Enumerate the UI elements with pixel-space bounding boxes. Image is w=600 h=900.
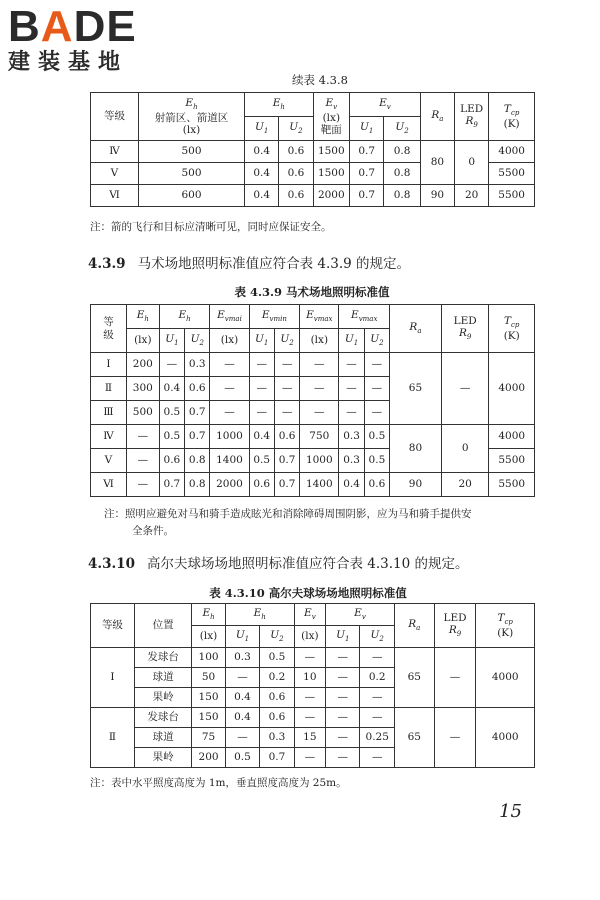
table-4-3-9 (90, 304, 535, 497)
th-eh: $E_h$ (126, 305, 159, 329)
cell-ev-u2: 0.8 (384, 185, 421, 207)
cell-evmax: 1400 (300, 473, 339, 497)
cell-eh: 150 (192, 708, 225, 728)
th-ev-target (313, 93, 350, 141)
th-u2: $U_2$ (360, 626, 394, 648)
logo-wordmark: BADE (8, 2, 137, 51)
th-eh: $E_h$ (192, 604, 225, 626)
cell-r9: — (434, 648, 476, 708)
th-u1: $U_1$ (249, 329, 274, 353)
th-u2: $U_2$ (279, 117, 313, 141)
cell-evmax-u1: — (339, 353, 364, 377)
cell-ev-u2: 0.2 (360, 668, 394, 688)
cell-u1: 0.5 (159, 425, 184, 449)
cell-eh: 75 (192, 728, 225, 748)
th-grade: 等级 (91, 93, 139, 141)
cell-ra: 65 (394, 708, 434, 768)
th-u1: $U_1$ (339, 329, 364, 353)
cell-eh: 200 (192, 748, 225, 768)
th-lx: (lx) (294, 626, 325, 648)
cell-ev-u2: — (360, 748, 394, 768)
th-tcp-unit: (K) (503, 329, 520, 342)
cell-ev-u2: 0.8 (384, 163, 421, 185)
cell-evmai-u1: 0.6 (249, 473, 274, 497)
th-ev-u: $E_v$ (326, 604, 395, 626)
cell-u2: 0.8 (185, 449, 210, 473)
th-eh-area (138, 93, 244, 141)
cell-grade: Ⅳ (91, 425, 127, 449)
cell-ev-u1: — (326, 688, 360, 708)
cell-ra: 80 (420, 141, 454, 185)
cell-evmax-u2: 0.5 (364, 449, 389, 473)
cell-u2: 0.7 (185, 401, 210, 425)
cell-r9: — (441, 353, 489, 425)
cell-u1: 0.5 (159, 401, 184, 425)
th-tcp (476, 604, 535, 648)
cell-grade: Ⅵ (91, 473, 127, 497)
cell-eh: 100 (192, 648, 225, 668)
cell-ra: 65 (394, 648, 434, 708)
cell-ev: — (294, 708, 325, 728)
cell-evmax-u2: — (364, 377, 389, 401)
cell-ev-u1: — (326, 728, 360, 748)
table-row (91, 648, 535, 668)
cell-evmai-u2: — (274, 353, 299, 377)
cell-ev-u1: — (326, 668, 360, 688)
cell-u2: 0.6 (279, 141, 313, 163)
th-eh-unit: (lx) (182, 123, 201, 136)
cell-eh: 500 (126, 401, 159, 425)
th-eh-u: $E_h$ (159, 305, 210, 329)
cell-r9: 20 (441, 473, 489, 497)
cell-ra: 65 (390, 353, 442, 425)
cell-evmai: — (210, 353, 249, 377)
section-text: 高尔夫球场场地照明标准值应符合表 4.3.10 的规定。 (146, 556, 469, 572)
th-eh: $E_h$ (245, 93, 313, 117)
th-tcp-symbol: $T_{cp}$ (497, 612, 513, 627)
cell-evmax-u1: — (339, 401, 364, 425)
th-r9: $R_9$ (458, 327, 472, 342)
th-tcp-unit: (K) (497, 626, 514, 639)
cell-eh: 500 (138, 163, 244, 185)
th-tcp (489, 305, 535, 353)
th-ev-target-label: 靶面 (320, 123, 342, 136)
cell-evmax-u1: 0.3 (339, 425, 364, 449)
th-ev-u2: $U_2$ (384, 117, 421, 141)
th-led-label: LED (453, 315, 477, 328)
cell-grade: Ⅱ (91, 708, 135, 768)
table2-note-line2: 全条件。 (132, 525, 174, 537)
cell-u2: 0.3 (260, 728, 294, 748)
cell-evmai-u1: — (249, 377, 274, 401)
cell-eh: 600 (138, 185, 244, 207)
cell-u1: 0.6 (159, 449, 184, 473)
cell-evmai-u2: — (274, 401, 299, 425)
cell-position: 果岭 (134, 748, 191, 768)
cell-tcp: 4000 (489, 353, 535, 425)
cell-evmax-u1: 0.4 (339, 473, 364, 497)
cell-u1: 0.4 (245, 185, 279, 207)
th-position: 位置 (134, 604, 191, 648)
table-row (91, 185, 535, 207)
th-evmai: $E_{vmai}$ (210, 305, 249, 329)
table1-note: 注：箭的飞行和目标应清晰可见，同时应保证安全。 (90, 221, 332, 233)
cell-evmai: 1400 (210, 449, 249, 473)
cell-evmax: — (300, 353, 339, 377)
cell-grade: Ⅰ (91, 353, 127, 377)
th-ra: $R_a$ (390, 305, 442, 353)
table2-note (104, 506, 524, 540)
section-number: 4.3.9 (88, 256, 126, 272)
cell-ev-u1: 0.7 (350, 141, 384, 163)
table-row (91, 425, 535, 449)
cell-ra: 90 (420, 185, 454, 207)
site-logo (8, 4, 178, 76)
cell-u2: 0.6 (185, 377, 210, 401)
cell-ev-u1: 0.7 (350, 185, 384, 207)
section-text: 马术场地照明标准值应符合表 4.3.9 的规定。 (137, 256, 411, 272)
th-ev: $E_v$ (294, 604, 325, 626)
cell-ev: 15 (294, 728, 325, 748)
cell-u1: — (225, 728, 259, 748)
cell-grade: Ⅲ (91, 401, 127, 425)
cell-ev-u1: — (326, 708, 360, 728)
cell-ev-u2: 0.25 (360, 728, 394, 748)
cell-grade: Ⅴ (91, 163, 139, 185)
th-u1: $U_1$ (225, 626, 259, 648)
cell-evmai: — (210, 377, 249, 401)
th-led (441, 305, 489, 353)
cell-u1: 0.4 (225, 708, 259, 728)
cell-evmai-u2: — (274, 377, 299, 401)
th-r9: $R_9$ (465, 115, 478, 130)
cell-position: 果岭 (134, 688, 191, 708)
th-eh-u: $E_h$ (225, 604, 294, 626)
th-ev-unit: (lx) (322, 111, 341, 124)
cell-position: 发球台 (134, 648, 191, 668)
cell-u1: — (225, 668, 259, 688)
th-led-label: LED (460, 103, 484, 116)
cell-eh: 50 (192, 668, 225, 688)
continued-caption: 续表 4.3.8 (292, 73, 348, 87)
cell-ev: — (294, 648, 325, 668)
th-led-label: LED (443, 612, 467, 625)
cell-grade: Ⅳ (91, 141, 139, 163)
cell-u1: 0.4 (225, 688, 259, 708)
cell-evmai-u2: 0.7 (274, 449, 299, 473)
table2-note-line1: 注：照明应避免对马和骑手造成眩光和消除障碍周围阴影，应为马和骑手提供安 (104, 508, 472, 520)
table-row (91, 473, 535, 497)
th-evmax: $E_{vmax}$ (300, 305, 339, 329)
cell-evmai-u2: 0.6 (274, 425, 299, 449)
th-grade (91, 305, 127, 353)
cell-u1: 0.3 (225, 648, 259, 668)
cell-ra: 90 (390, 473, 442, 497)
th-u1: $U_1$ (326, 626, 360, 648)
cell-evmai-u1: — (249, 401, 274, 425)
cell-ev: 10 (294, 668, 325, 688)
th-tcp (489, 93, 535, 141)
cell-u1: — (159, 353, 184, 377)
cell-evmax-u2: 0.5 (364, 425, 389, 449)
cell-u1: 0.4 (245, 141, 279, 163)
cell-evmax-u2: 0.6 (364, 473, 389, 497)
table-row (91, 141, 535, 163)
cell-evmai: 1000 (210, 425, 249, 449)
th-u2: $U_2$ (274, 329, 299, 353)
th-tcp-symbol: $T_{cp}$ (503, 103, 520, 118)
cell-ra: 80 (390, 425, 442, 473)
cell-tcp: 4000 (476, 648, 535, 708)
th-u2: $U_2$ (185, 329, 210, 353)
cell-evmai-u2: 0.7 (274, 473, 299, 497)
th-lx: (lx) (300, 329, 339, 353)
th-u1: $U_1$ (159, 329, 184, 353)
section-4-3-9 (88, 252, 410, 272)
th-evmax-u: $E_{vmax}$ (339, 305, 390, 329)
cell-position: 发球台 (134, 708, 191, 728)
table3-note: 注：表中水平照度高度为 1m，垂直照度高度为 25m。 (90, 777, 347, 789)
cell-r9: 0 (455, 141, 489, 185)
cell-ev: 1500 (313, 141, 350, 163)
th-grade-b: 级 (103, 328, 114, 341)
cell-evmai-u1: 0.5 (249, 449, 274, 473)
th-ra: $R_a$ (394, 604, 434, 648)
cell-u1: 0.4 (245, 163, 279, 185)
table-row (91, 708, 535, 728)
th-u1: $U_1$ (245, 117, 279, 141)
th-tcp-symbol: $T_{cp}$ (504, 315, 520, 330)
cell-tcp: 5500 (489, 185, 535, 207)
table-4-3-8-cont (90, 92, 535, 207)
cell-eh: 300 (126, 377, 159, 401)
cell-grade: Ⅰ (91, 648, 135, 708)
cell-ev-u1: — (326, 648, 360, 668)
th-evmin: $E_{vmin}$ (249, 305, 300, 329)
cell-u2: 0.2 (260, 668, 294, 688)
cell-r9: 20 (455, 185, 489, 207)
cell-tcp: 5500 (489, 473, 535, 497)
cell-u2: 0.5 (260, 648, 294, 668)
cell-evmai-u1: — (249, 353, 274, 377)
th-led (455, 93, 489, 141)
cell-evmax-u2: — (364, 401, 389, 425)
th-lx: (lx) (192, 626, 225, 648)
cell-tcp: 5500 (489, 163, 535, 185)
logo-subtitle: 建装基地 (8, 50, 129, 75)
cell-u2: 0.7 (260, 748, 294, 768)
th-tcp-unit: (K) (503, 117, 520, 130)
cell-u1: 0.4 (159, 377, 184, 401)
th-u2: $U_2$ (260, 626, 294, 648)
cell-u2: 0.6 (260, 688, 294, 708)
cell-ev-u1: 0.7 (350, 163, 384, 185)
cell-tcp: 5500 (489, 449, 535, 473)
cell-r9: 0 (441, 425, 489, 473)
cell-evmax: 1000 (300, 449, 339, 473)
th-grade: 等级 (91, 604, 135, 648)
cell-grade: Ⅱ (91, 377, 127, 401)
cell-u2: 0.6 (279, 185, 313, 207)
cell-eh: — (126, 473, 159, 497)
cell-grade: Ⅵ (91, 185, 139, 207)
th-u2: $U_2$ (364, 329, 389, 353)
th-ev: $E_v$ (350, 93, 421, 117)
cell-tcp: 4000 (489, 141, 535, 163)
table2-caption: 表 4.3.9 马术场地照明标准值 (234, 285, 390, 299)
cell-ev: — (294, 748, 325, 768)
table3-caption: 表 4.3.10 高尔夫球场场地照明标准值 (209, 586, 407, 600)
cell-ev: 2000 (313, 185, 350, 207)
th-lx: (lx) (126, 329, 159, 353)
cell-evmax: — (300, 377, 339, 401)
cell-eh: — (126, 425, 159, 449)
table-4-3-10 (90, 603, 535, 768)
cell-evmax: 750 (300, 425, 339, 449)
cell-tcp: 4000 (476, 708, 535, 768)
table-row (91, 353, 535, 377)
cell-ev-u2: 0.8 (384, 141, 421, 163)
cell-u1: 0.7 (159, 473, 184, 497)
th-led (434, 604, 476, 648)
th-lx: (lx) (210, 329, 249, 353)
cell-u2: 0.3 (185, 353, 210, 377)
cell-ev-u2: — (360, 688, 394, 708)
cell-evmax-u1: 0.3 (339, 449, 364, 473)
cell-ev: 1500 (313, 163, 350, 185)
cell-evmax-u1: — (339, 377, 364, 401)
cell-evmax-u2: — (364, 353, 389, 377)
cell-ev-u2: — (360, 648, 394, 668)
cell-evmai-u1: 0.4 (249, 425, 274, 449)
cell-ev: — (294, 688, 325, 708)
section-4-3-10 (88, 552, 469, 572)
th-ra: $R_a$ (420, 93, 454, 141)
cell-tcp: 4000 (489, 425, 535, 449)
th-grade-a: 等 (103, 316, 114, 329)
cell-eh: 200 (126, 353, 159, 377)
cell-eh: — (126, 449, 159, 473)
th-ev-u1: $U_1$ (350, 117, 384, 141)
cell-u2: 0.6 (279, 163, 313, 185)
cell-eh: 150 (192, 688, 225, 708)
th-eh-sub: 射箭区、箭道区 (154, 111, 229, 124)
section-number: 4.3.10 (88, 556, 135, 572)
th-ev-symbol: $E_v$ (325, 97, 338, 112)
cell-ev-u2: — (360, 708, 394, 728)
th-eh-symbol: $E_h$ (185, 97, 198, 112)
cell-evmai: — (210, 401, 249, 425)
cell-grade: Ⅴ (91, 449, 127, 473)
cell-u2: 0.8 (185, 473, 210, 497)
cell-ev-u1: — (326, 748, 360, 768)
cell-u2: 0.7 (185, 425, 210, 449)
cell-u1: 0.5 (225, 748, 259, 768)
cell-eh: 500 (138, 141, 244, 163)
cell-position: 球道 (134, 668, 191, 688)
th-r9: $R_9$ (448, 624, 462, 639)
cell-r9: — (434, 708, 476, 768)
cell-evmax: — (300, 401, 339, 425)
cell-u2: 0.6 (260, 708, 294, 728)
page-number: 15 (499, 801, 522, 822)
cell-position: 球道 (134, 728, 191, 748)
cell-evmai: 2000 (210, 473, 249, 497)
